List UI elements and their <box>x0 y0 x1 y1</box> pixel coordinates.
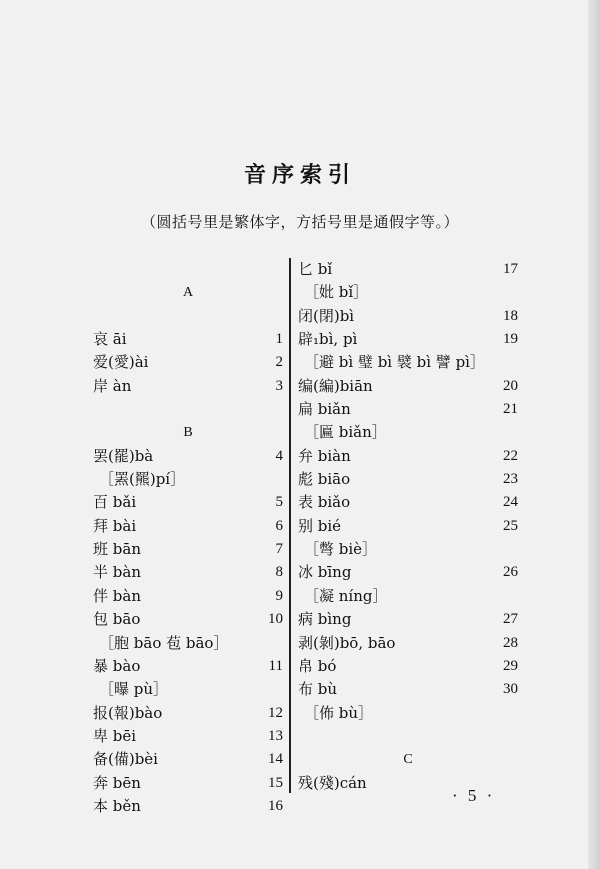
letter-heading <box>298 748 518 771</box>
entry-page-number: 24 <box>503 494 518 511</box>
variant-row <box>93 632 283 655</box>
entry-page-number: 9 <box>275 587 283 604</box>
entry-page-number: 10 <box>268 611 283 628</box>
letter-heading <box>93 281 283 304</box>
variant-row <box>298 538 518 561</box>
letter-heading <box>93 421 283 444</box>
entry-text: 病 bìng <box>298 610 352 629</box>
variant-row <box>298 702 518 725</box>
entry-text: 暴 bào <box>93 656 141 675</box>
entry-page-number: 17 <box>503 261 518 277</box>
entry-text: ［胞 bāo 苞 bāo］ <box>99 633 229 652</box>
entry-page-number: 11 <box>268 657 283 674</box>
index-entry <box>93 608 283 631</box>
letter-heading-text: C <box>403 752 413 768</box>
entry-text: 半 bàn <box>93 563 141 582</box>
page-title: 音序索引 <box>243 163 356 188</box>
entry-text: 岸 àn <box>93 376 132 395</box>
index-entry <box>93 655 283 678</box>
index-entry <box>93 748 283 771</box>
entry-page-number: 21 <box>503 401 518 418</box>
entry-page-number: 4 <box>275 447 283 464</box>
entry-text: 布 bù <box>298 680 338 699</box>
entry-text: 冰 bīng <box>298 563 352 582</box>
entry-text: 辟₁bì, pì <box>298 330 358 349</box>
entry-page-number: 14 <box>268 751 283 768</box>
index-entry <box>298 561 518 584</box>
entry-text: 剥(剝)bō, bāo <box>298 633 396 652</box>
entry-text: 编(編)biān <box>298 376 373 395</box>
index-entry <box>298 468 518 491</box>
entry-text: 表 biǎo <box>298 493 351 512</box>
entry-text: 奔 bēn <box>93 773 141 792</box>
variant-row <box>298 585 518 608</box>
entry-page-number: 5 <box>275 494 283 511</box>
letter-heading-text: A <box>182 285 194 301</box>
variant-row <box>298 351 518 374</box>
entry-page-number: 25 <box>503 517 518 534</box>
entry-text: 伴 bàn <box>93 586 141 605</box>
entry-text: ［罴(羆)pí］ <box>99 470 186 489</box>
spacer-row <box>93 305 283 328</box>
index-entry <box>93 515 283 538</box>
index-entry <box>93 445 283 468</box>
entry-page-number: 28 <box>503 634 518 651</box>
index-entry <box>298 515 518 538</box>
index-entry <box>93 725 283 748</box>
entry-page-number: 19 <box>503 331 518 348</box>
entry-text: ［妣 bǐ］ <box>304 283 369 302</box>
entry-page-number: 23 <box>503 471 518 488</box>
index-entry <box>93 585 283 608</box>
index-entry <box>298 445 518 468</box>
spacer-row <box>93 258 283 281</box>
index-entry <box>298 375 518 398</box>
entry-text: 备(備)bèi <box>93 750 158 769</box>
variant-row <box>93 678 283 701</box>
entry-text: 百 bǎi <box>93 493 137 512</box>
index-entry <box>93 351 283 374</box>
index-entry <box>93 561 283 584</box>
index-entry <box>93 375 283 398</box>
index-entry <box>298 258 518 281</box>
entry-text: ［匾 biǎn］ <box>304 423 387 442</box>
entry-page-number: 15 <box>268 774 283 791</box>
entry-text: 帛 bó <box>298 656 337 675</box>
entry-page-number: 2 <box>275 354 283 371</box>
entry-page-number: 1 <box>275 331 283 348</box>
index-column-right <box>298 258 518 795</box>
index-entry <box>298 608 518 631</box>
letter-heading-text: B <box>183 425 193 441</box>
entry-text: 哀 āi <box>93 330 127 349</box>
entry-text: 本 běn <box>93 796 141 815</box>
entry-page-number: 22 <box>503 447 518 464</box>
page-edge-shade <box>588 0 600 869</box>
index-entry <box>93 328 283 351</box>
index-entry <box>93 772 283 795</box>
entry-text: 爱(愛)ài <box>93 353 149 372</box>
index-entry <box>298 398 518 421</box>
entry-text: ［曝 pù］ <box>99 680 169 699</box>
entry-text: ［佈 bù］ <box>304 703 374 722</box>
index-entry <box>93 491 283 514</box>
entry-page-number: 3 <box>275 377 283 394</box>
entry-page-number: 27 <box>503 611 518 628</box>
entry-text: 扁 biǎn <box>298 400 351 419</box>
entry-page-number: 20 <box>503 377 518 394</box>
index-entry <box>298 678 518 701</box>
entry-page-number: 26 <box>503 564 518 581</box>
entry-text: 闭(閉)bì <box>298 306 355 325</box>
spacer-row <box>93 398 283 421</box>
entry-page-number: 12 <box>268 704 283 721</box>
entry-text: 残(殘)cán <box>298 773 367 792</box>
spacer-row <box>298 725 518 748</box>
page-subtitle: （圆括号里是繁体字，方括号里是通假字等。） <box>140 213 459 231</box>
index-entry <box>298 655 518 678</box>
entry-text: 报(報)bào <box>93 703 163 722</box>
index-column-left <box>93 258 283 818</box>
entry-page-number: 6 <box>275 517 283 534</box>
variant-row <box>298 281 518 304</box>
entry-text: 彪 biāo <box>298 470 351 489</box>
variant-row <box>298 421 518 444</box>
entry-text: ［凝 níng］ <box>304 586 388 605</box>
index-entry <box>93 538 283 561</box>
entry-text: 拜 bài <box>93 516 137 535</box>
index-entry <box>298 305 518 328</box>
index-entry <box>93 702 283 725</box>
index-entry <box>298 491 518 514</box>
index-entry <box>298 632 518 655</box>
entry-text: 别 bié <box>298 516 342 535</box>
page-number: · 5 · <box>452 786 496 805</box>
entry-text: 班 bān <box>93 540 141 559</box>
entry-text: ［彆 biè］ <box>304 540 378 559</box>
column-divider <box>289 258 291 793</box>
entry-page-number: 7 <box>275 541 283 558</box>
index-entry <box>93 795 283 818</box>
entry-page-number: 8 <box>275 564 283 581</box>
entry-page-number: 29 <box>503 657 518 674</box>
entry-text: 卑 bēi <box>93 726 137 745</box>
entry-page-number: 13 <box>268 727 283 744</box>
entry-page-number: 30 <box>503 681 518 698</box>
entry-text: 包 bāo <box>93 610 141 629</box>
entry-text: 罢(罷)bà <box>93 446 154 465</box>
index-entry <box>298 328 518 351</box>
variant-row <box>93 468 283 491</box>
entry-page-number: 18 <box>503 307 518 324</box>
entry-page-number: 16 <box>268 797 283 814</box>
entry-text: 匕 bǐ <box>298 260 333 278</box>
entry-text: ［避 bì 璧 bì 襞 bì 譬 pì］ <box>304 353 485 372</box>
entry-text: 弁 biàn <box>298 446 351 465</box>
